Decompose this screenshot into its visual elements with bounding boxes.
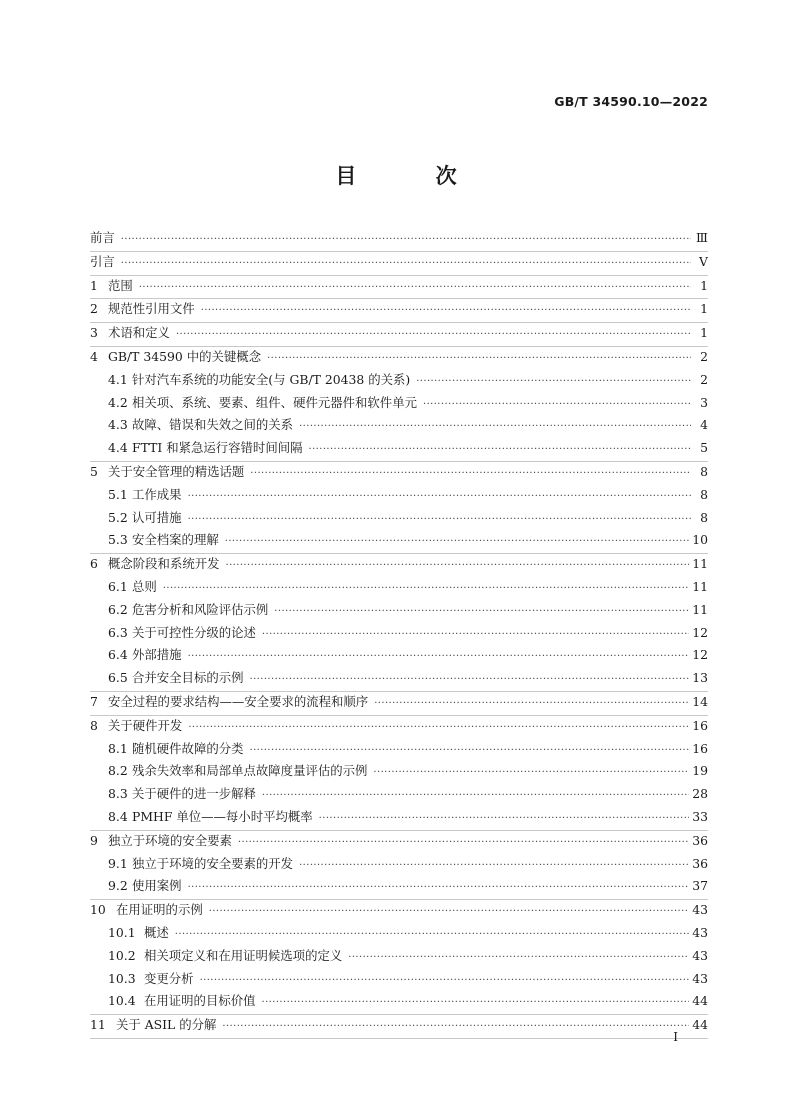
toc-entry-number: 10: [90, 902, 106, 918]
toc-dot-leader: [267, 353, 691, 364]
toc-entry-number: 8.4: [108, 808, 128, 824]
toc-dot-leader: [299, 860, 689, 871]
toc-entry-page: 11: [692, 601, 708, 617]
toc-entry-number: 4.3: [108, 417, 128, 433]
toc-entry-page: 36: [692, 855, 708, 871]
toc-entry-number: 9: [90, 832, 98, 848]
toc-dot-leader: [175, 929, 689, 940]
toc-entry-page: 16: [692, 740, 708, 756]
toc-entry-number: 8.2: [108, 763, 128, 779]
toc-entry[interactable]: [90, 668, 708, 692]
toc-dot-leader: [238, 837, 689, 848]
toc-entry[interactable]: [90, 252, 708, 276]
toc-entry-number: 9.2: [108, 878, 128, 894]
toc-entry[interactable]: [90, 1015, 708, 1039]
toc-entry-title: 变更分析: [144, 970, 194, 986]
toc-dot-leader: [416, 376, 691, 387]
toc-entry-page: 5: [700, 440, 708, 456]
toc-entry-title: 使用案例: [132, 878, 182, 894]
toc-entry-page: 4: [700, 417, 708, 433]
toc-entry-page: Ⅲ: [696, 230, 708, 245]
toc-dot-leader: [374, 698, 689, 709]
toc-entry-number: 5.3: [108, 532, 128, 548]
toc-entry[interactable]: [90, 415, 708, 438]
toc-entry-number: 4.4: [108, 440, 128, 456]
toc-entry-number: 4: [90, 348, 98, 364]
toc-entry[interactable]: [90, 462, 708, 485]
toc-entry[interactable]: [90, 438, 708, 462]
table-of-contents: [90, 228, 708, 1039]
toc-entry-number: 5: [90, 463, 98, 479]
toc-entry-page: 12: [692, 624, 708, 640]
page-folio: I: [673, 1030, 678, 1044]
toc-entry-title: PMHF 单位——每小时平均概率: [132, 808, 313, 824]
toc-dot-leader: [222, 1021, 689, 1032]
toc-entry-title: 残余失效率和局部单点故障度量评估的示例: [132, 763, 368, 779]
toc-entry-page: 44: [692, 993, 708, 1009]
toc-entry-title: 故障、错误和失效之间的关系: [132, 417, 294, 433]
toc-entry-title: 合并安全目标的示例: [132, 670, 244, 686]
toc-entry-title: 总则: [132, 578, 157, 594]
toc-entry-title: 前言: [90, 230, 115, 245]
toc-entry[interactable]: [90, 784, 708, 807]
toc-entry[interactable]: [90, 900, 708, 923]
toc-entry[interactable]: [90, 739, 708, 762]
toc-entry[interactable]: [90, 600, 708, 623]
toc-entry-title: 独立于环境的安全要素的开发: [132, 855, 294, 871]
page-title: 目 次: [335, 164, 493, 188]
toc-entry-title: 在用证明的目标价值: [144, 993, 256, 1009]
toc-dot-leader: [250, 468, 691, 479]
toc-entry[interactable]: [90, 946, 708, 969]
toc-dot-leader: [250, 745, 690, 756]
toc-dot-leader: [348, 952, 689, 963]
toc-dot-leader: [188, 514, 691, 525]
toc-entry-number: 8: [90, 717, 98, 733]
toc-entry-page: 36: [692, 832, 708, 848]
toc-entry-title: 独立于环境的安全要素: [108, 832, 232, 848]
toc-dot-leader: [188, 491, 691, 502]
toc-dot-leader: [423, 399, 691, 410]
toc-dot-leader: [188, 651, 690, 662]
toc-entry-number: 11: [90, 1017, 106, 1033]
toc-entry-title: 术语和定义: [108, 325, 170, 341]
toc-entry-title: 在用证明的示例: [116, 902, 203, 918]
toc-entry-page: 2: [700, 371, 708, 387]
toc-entry-title: 工作成果: [132, 486, 182, 502]
toc-entry-page: 43: [692, 924, 708, 940]
toc-entry[interactable]: [90, 530, 708, 554]
toc-entry[interactable]: [90, 323, 708, 347]
toc-entry-page: 16: [692, 717, 708, 733]
toc-entry-page: 12: [692, 647, 708, 663]
toc-entry[interactable]: [90, 923, 708, 946]
toc-dot-leader: [209, 906, 689, 917]
toc-dot-leader: [176, 329, 691, 340]
toc-entry[interactable]: [90, 228, 708, 252]
toc-entry-page: 13: [692, 670, 708, 686]
toc-entry-title: 认可措施: [132, 509, 182, 525]
toc-entry-title: GB/T 34590 中的关键概念: [108, 348, 262, 364]
toc-entry-page: 43: [692, 947, 708, 963]
toc-entry-number: 10.3: [108, 970, 136, 986]
toc-dot-leader: [319, 813, 690, 824]
toc-dot-leader: [250, 674, 690, 685]
toc-dot-leader: [139, 282, 691, 293]
toc-entry-page: 37: [692, 878, 708, 894]
toc-dot-leader: [226, 560, 690, 571]
toc-entry[interactable]: [90, 577, 708, 600]
toc-entry[interactable]: [90, 276, 708, 300]
toc-entry-page: 8: [700, 463, 708, 479]
toc-entry-title: FTTI 和紧急运行容错时间间隔: [132, 440, 303, 456]
toc-entry[interactable]: [90, 393, 708, 416]
toc-entry[interactable]: [90, 831, 708, 854]
toc-entry-number: 1: [90, 277, 98, 293]
toc-entry[interactable]: [90, 370, 708, 393]
toc-entry-page: 1: [700, 301, 708, 317]
toc-entry[interactable]: [90, 645, 708, 668]
toc-entry-page: 44: [692, 1017, 708, 1033]
toc-entry[interactable]: [90, 692, 708, 716]
toc-dot-leader: [188, 882, 690, 893]
toc-entry-page: 11: [692, 556, 708, 572]
toc-entry-number: 5.1: [108, 486, 128, 502]
toc-entry-number: 10.1: [108, 924, 136, 940]
toc-entry-number: 8.3: [108, 786, 128, 802]
toc-dot-leader: [373, 767, 689, 778]
toc-entry-page: 10: [692, 532, 708, 548]
toc-entry-number: 3: [90, 325, 98, 341]
toc-entry[interactable]: [90, 554, 708, 577]
toc-entry-title: 关于可控性分级的论述: [132, 624, 256, 640]
toc-entry-page: 8: [700, 486, 708, 502]
toc-entry-number: 6.2: [108, 601, 128, 617]
toc-entry-title: 规范性引用文件: [108, 301, 195, 317]
toc-dot-leader: [299, 421, 691, 432]
toc-entry-page: 43: [692, 970, 708, 986]
toc-entry-title: 危害分析和风险评估示例: [132, 601, 269, 617]
toc-entry-title: 针对汽车系统的功能安全(与 GB/T 20438 的关系): [132, 371, 411, 387]
toc-entry-title: 相关项定义和在用证明候选项的定义: [144, 947, 343, 963]
toc-dot-leader: [262, 997, 690, 1008]
toc-entry-number: 4.1: [108, 371, 128, 387]
toc-entry-number: 2: [90, 301, 98, 317]
toc-dot-leader: [262, 790, 689, 801]
toc-dot-leader: [188, 722, 689, 733]
toc-entry-page: Ⅴ: [699, 253, 708, 269]
toc-entry-number: 6.4: [108, 647, 128, 663]
toc-entry-page: 1: [700, 325, 708, 341]
toc-entry-title: 关于 ASIL 的分解: [116, 1017, 217, 1033]
toc-entry[interactable]: [90, 716, 708, 739]
toc-entry[interactable]: [90, 508, 708, 531]
toc-entry[interactable]: [90, 299, 708, 323]
toc-dot-leader: [225, 536, 689, 547]
toc-entry[interactable]: [90, 347, 708, 370]
toc-dot-leader: [121, 234, 691, 245]
toc-entry-title: 随机硬件故障的分类: [132, 740, 244, 756]
toc-entry-page: 19: [692, 763, 708, 779]
toc-entry-page: 2: [700, 348, 708, 364]
toc-entry[interactable]: [90, 969, 708, 992]
toc-dot-leader: [201, 305, 691, 316]
standard-number: GB/T 34590.10—2022: [554, 94, 708, 109]
toc-entry-number: 6.1: [108, 578, 128, 594]
toc-entry-title: 外部措施: [132, 647, 182, 663]
toc-entry-title: 相关项、系统、要素、组件、硬件元器件和软件单元: [132, 394, 417, 410]
toc-entry-title: 关于硬件开发: [108, 717, 183, 733]
toc-entry-number: 6.3: [108, 624, 128, 640]
toc-entry[interactable]: [90, 485, 708, 508]
toc-entry[interactable]: [90, 623, 708, 646]
toc-entry-number: 10.2: [108, 947, 136, 963]
toc-entry-title: 范围: [108, 277, 133, 293]
toc-entry-title: 关于硬件的进一步解释: [132, 786, 256, 802]
toc-entry-page: 8: [700, 509, 708, 525]
toc-entry-title: 引言: [90, 253, 115, 269]
toc-entry-page: 43: [692, 902, 708, 918]
toc-entry[interactable]: [90, 807, 708, 831]
toc-entry-title: 概念阶段和系统开发: [108, 556, 220, 572]
toc-entry-number: 7: [90, 693, 98, 709]
toc-entry-page: 1: [700, 277, 708, 293]
toc-entry-number: 8.1: [108, 740, 128, 756]
toc-entry-page: 3: [700, 394, 708, 410]
toc-entry-number: 4.2: [108, 394, 128, 410]
toc-entry[interactable]: [90, 854, 708, 877]
toc-entry-number: 10.4: [108, 993, 136, 1009]
toc-entry-title: 安全过程的要求结构——安全要求的流程和顺序: [108, 693, 369, 709]
toc-entry-page: 14: [692, 693, 708, 709]
toc-dot-leader: [200, 975, 690, 986]
toc-entry-number: 6: [90, 556, 98, 572]
toc-entry[interactable]: [90, 761, 708, 784]
toc-entry-title: 关于安全管理的精选话题: [108, 463, 245, 479]
toc-entry[interactable]: [90, 876, 708, 900]
toc-entry-number: 9.1: [108, 855, 128, 871]
toc-entry-title: 安全档案的理解: [132, 532, 219, 548]
toc-entry-title: 概述: [144, 924, 169, 940]
toc-entry[interactable]: [90, 991, 708, 1015]
toc-entry-number: 5.2: [108, 509, 128, 525]
toc-entry-page: 28: [692, 786, 708, 802]
toc-dot-leader: [262, 629, 689, 640]
toc-dot-leader: [163, 583, 689, 594]
toc-dot-leader: [121, 258, 691, 269]
toc-dot-leader: [274, 606, 689, 617]
toc-entry-page: 33: [692, 808, 708, 824]
toc-dot-leader: [309, 444, 692, 455]
toc-entry-number: 6.5: [108, 670, 128, 686]
toc-entry-page: 11: [692, 578, 708, 594]
